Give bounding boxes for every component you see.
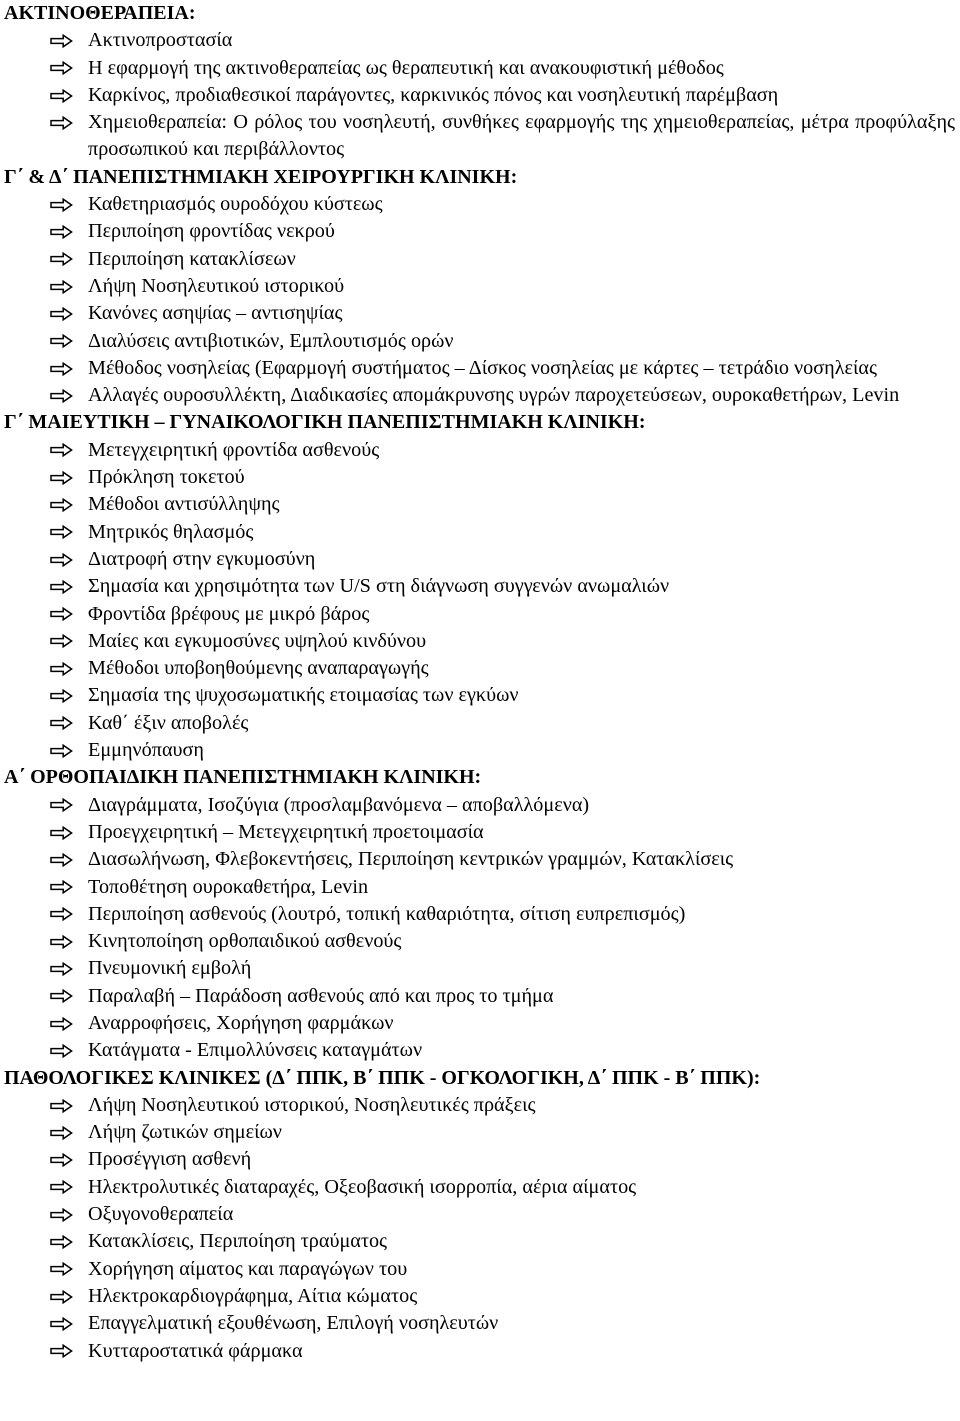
list-item [4, 1201, 955, 1228]
arrow-right-outline-icon [50, 1037, 88, 1064]
arrow-right-outline-icon [50, 273, 88, 300]
list-item [4, 983, 955, 1010]
list-item [4, 1010, 955, 1037]
list-item-text: Διατροφή στην εγκυμοσύνη [88, 547, 316, 570]
arrow-right-outline-icon [50, 55, 88, 82]
list-item [4, 792, 955, 819]
arrow-right-outline-icon [50, 300, 88, 327]
arrow-right-outline-icon [50, 983, 88, 1010]
list-item [4, 1283, 955, 1310]
list-item-text: Πρόκληση τοκετού [88, 466, 245, 489]
list-item-text: Λήψη ζωτικών σημείων [88, 1121, 282, 1144]
arrow-right-outline-icon [50, 546, 88, 573]
arrow-right-outline-icon [50, 1228, 88, 1255]
arrow-right-outline-icon [50, 1010, 88, 1037]
arrow-right-outline-icon [50, 191, 88, 218]
list-item-text: Ηλεκτρολυτικές διαταραχές, Οξεοβασική ισορροπία, αέρια αίματος [88, 1175, 637, 1198]
arrow-right-outline-icon [50, 901, 88, 928]
list-item [4, 382, 955, 409]
arrow-right-outline-icon [50, 82, 88, 109]
list-item [4, 655, 955, 682]
list-item-text: Περιποίηση κατακλίσεων [88, 247, 296, 270]
list-item-text: Κατακλίσεις, Περιποίηση τραύματος [88, 1230, 388, 1253]
list-item [4, 819, 955, 846]
arrow-right-outline-icon [50, 1146, 88, 1173]
list-item [4, 1256, 955, 1283]
list-item [4, 273, 955, 300]
list-item [4, 546, 955, 573]
list-item-text: Προεγχειρητική – Μετεγχειρητική προετοιμασία [88, 820, 484, 843]
list-item-text: Μέθοδος νοσηλείας (Εφαρμογή συστήματος – Δίσκος νοσηλείας με κάρτες – τετράδιο νοσηλείας [88, 356, 877, 379]
arrow-right-outline-icon [50, 1174, 88, 1201]
arrow-right-outline-icon [50, 1338, 88, 1365]
list-item [4, 1174, 955, 1201]
list-item-text: Καθ΄ έξιν αποβολές [88, 711, 249, 734]
list-item-text: Αλλαγές ουροσυλλέκτη, Διαδικασίες απομάκρυνσης υγρών παροχετεύσεων, ουροκαθετήρων, Levin [88, 384, 900, 407]
list-item-text: Μαίες και εγκυμοσύνες υψηλού κινδύνου [88, 629, 427, 652]
arrow-right-outline-icon [50, 27, 88, 54]
list-item-text: Διαλύσεις αντιβιοτικών, Εμπλουτισμός ορών [88, 329, 454, 352]
list-item-text: Τοποθέτηση ουροκαθετήρα, Levin [88, 875, 369, 898]
list-item-text: Χημειοθεραπεία: Ο ρόλος του νοσηλευτή, συνθήκες εφαρμογής της χημειοθεραπείας, μέτρα προφύλαξης προσωπικού και περιβάλλοντος [88, 111, 955, 161]
list-item [4, 1310, 955, 1337]
arrow-right-outline-icon [50, 846, 88, 873]
arrow-right-outline-icon [50, 519, 88, 546]
list-item [4, 246, 955, 273]
list-item-text: Κατάγματα - Επιμολλύνσεις καταγμάτων [88, 1039, 423, 1062]
list-item [4, 1092, 955, 1119]
arrow-right-outline-icon [50, 109, 88, 136]
arrow-right-outline-icon [50, 928, 88, 955]
arrow-right-outline-icon [50, 682, 88, 709]
list-item [4, 328, 955, 355]
list-item [4, 601, 955, 628]
list-item-text: Καθετηριασμός ουροδόχου κύστεως [88, 193, 383, 216]
list-item-text: Η εφαρμογή της ακτινοθεραπείας ως θεραπευτική και ανακουφιστική μέθοδος [88, 56, 724, 79]
list-item [4, 573, 955, 600]
list-item-text: Αναρροφήσεις, Χορήγηση φαρμάκων [88, 1011, 394, 1034]
list-item-text: Μέθοδοι αντισύλληψης [88, 493, 280, 516]
list-item [4, 437, 955, 464]
list-item-text: Κανόνες ασηψίας – αντισηψίας [88, 302, 343, 325]
section-heading: Α΄ ΟΡΘΟΠΑΙΔΙΚΗ ΠΑΝΕΠΙΣΤΗΜΙΑΚΗ ΚΛΙΝΙΚΗ: [4, 766, 482, 789]
list-item-text: Μέθοδοι υποβοηθούμενης αναπαραγωγής [88, 657, 429, 680]
arrow-right-outline-icon [50, 573, 88, 600]
list-item [4, 874, 955, 901]
list-item-text: Κυτταροστατικά φάρμακα [88, 1339, 303, 1362]
list-item-text: Πνευμονική εμβολή [88, 957, 252, 980]
list-item [4, 218, 955, 245]
section-heading: Γ΄ ΜΑΙΕΥΤΙΚΗ – ΓΥΝΑΙΚΟΛΟΓΙΚΗ ΠΑΝΕΠΙΣΤΗΜΙΑΚΗ ΚΛΙΝΙΚΗ: [4, 411, 646, 434]
list-item [4, 82, 955, 109]
list-item-text: Οξυγονοθεραπεία [88, 1203, 234, 1226]
list-item-text: Ακτινοπροστασία [88, 29, 233, 52]
arrow-right-outline-icon [50, 1092, 88, 1119]
list-item [4, 55, 955, 82]
arrow-right-outline-icon [50, 874, 88, 901]
list-item-text: Παραλαβή – Παράδοση ασθενούς από και προς το τμήμα [88, 984, 554, 1007]
list-item-text: Εμμηνόπαυση [88, 739, 204, 762]
list-item [4, 1037, 955, 1064]
list-item-text: Επαγγελματική εξουθένωση, Επιλογή νοσηλευτών [88, 1312, 499, 1335]
arrow-right-outline-icon [50, 437, 88, 464]
list-item [4, 901, 955, 928]
list-item [4, 109, 955, 164]
list-item [4, 519, 955, 546]
arrow-right-outline-icon [50, 1256, 88, 1283]
section-heading: ΑΚΤΙΝΟΘΕΡΑΠΕΙΑ: [4, 2, 196, 24]
list-item-text: Ηλεκτροκαρδιογράφημα, Αίτια κώματος [88, 1284, 418, 1307]
arrow-right-outline-icon [50, 464, 88, 491]
arrow-right-outline-icon [50, 1201, 88, 1228]
list-item-text: Σημασία και χρησιμότητα των U/S στη διάγνωση συγγενών ανωμαλιών [88, 575, 670, 598]
list-item-text: Μετεγχειρητική φροντίδα ασθενούς [88, 438, 380, 461]
list-item-text: Μητρικός θηλασμός [88, 520, 254, 543]
arrow-right-outline-icon [50, 491, 88, 518]
section-heading: ΠΑΘΟΛΟΓΙΚΕΣ ΚΛΙΝΙΚΕΣ (Δ΄ ΠΠΚ, Β΄ ΠΠΚ - ΟΓΚΟΛΟΓΙΚΗ, Δ΄ ΠΠΚ - Β΄ ΠΠΚ): [4, 1066, 761, 1089]
list-item [4, 955, 955, 982]
list-item [4, 1228, 955, 1255]
arrow-right-outline-icon [50, 355, 88, 382]
arrow-right-outline-icon [50, 737, 88, 764]
list-item [4, 928, 955, 955]
list-item-text: Διαγράμματα, Ισοζύγια (προσλαμβανόμενα – αποβαλλόμενα) [88, 793, 590, 816]
arrow-right-outline-icon [50, 382, 88, 409]
arrow-right-outline-icon [50, 655, 88, 682]
list-item [4, 1338, 955, 1365]
list-item [4, 464, 955, 491]
arrow-right-outline-icon [50, 1119, 88, 1146]
arrow-right-outline-icon [50, 792, 88, 819]
list-item [4, 710, 955, 737]
list-item-text: Περιποίηση ασθενούς (λουτρό, τοπική καθαριότητα, σίτιση ευπρεπισμός) [88, 902, 686, 925]
arrow-right-outline-icon [50, 1310, 88, 1337]
arrow-right-outline-icon [50, 955, 88, 982]
list-item [4, 27, 955, 54]
list-item-text: Διασωλήνωση, Φλεβοκεντήσεις, Περιποίηση κεντρικών γραμμών, Κατακλίσεις [88, 848, 734, 871]
arrow-right-outline-icon [50, 1283, 88, 1310]
list-item-text: Λήψη Νοσηλευτικού ιστορικού [88, 274, 345, 297]
arrow-right-outline-icon [50, 328, 88, 355]
list-item [4, 1119, 955, 1146]
list-item-text: Χορήγηση αίματος και παραγώγων του [88, 1257, 408, 1280]
list-item [4, 1146, 955, 1173]
arrow-right-outline-icon [50, 246, 88, 273]
list-item [4, 846, 955, 873]
list-item-text: Καρκίνος, προδιαθεσικοί παράγοντες, καρκινικός πόνος και νοσηλευτική παρέμβαση [88, 83, 779, 106]
list-item [4, 355, 955, 382]
list-item-text: Φροντίδα βρέφους με μικρό βάρος [88, 602, 370, 625]
list-item-text: Λήψη Νοσηλευτικού ιστορικού, Νοσηλευτικές πράξεις [88, 1093, 536, 1116]
list-item-text: Προσέγγιση ασθενή [88, 1148, 252, 1171]
list-item-text: Σημασία της ψυχοσωματικής ετοιμασίας των εγκύων [88, 684, 519, 707]
list-item [4, 300, 955, 327]
list-item-text: Κινητοποίηση ορθοπαιδικού ασθενούς [88, 930, 402, 953]
arrow-right-outline-icon [50, 218, 88, 245]
arrow-right-outline-icon [50, 819, 88, 846]
list-item [4, 191, 955, 218]
list-item [4, 682, 955, 709]
list-item-text: Περιποίηση φροντίδας νεκρού [88, 220, 335, 243]
section-heading: Γ΄ & Δ΄ ΠΑΝΕΠΙΣΤΗΜΙΑΚΗ ΧΕΙΡΟΥΡΓΙΚΗ ΚΛΙΝΙΚΗ: [4, 165, 518, 188]
list-item [4, 491, 955, 518]
arrow-right-outline-icon [50, 628, 88, 655]
list-item [4, 737, 955, 764]
arrow-right-outline-icon [50, 601, 88, 628]
list-item [4, 628, 955, 655]
arrow-right-outline-icon [50, 710, 88, 737]
